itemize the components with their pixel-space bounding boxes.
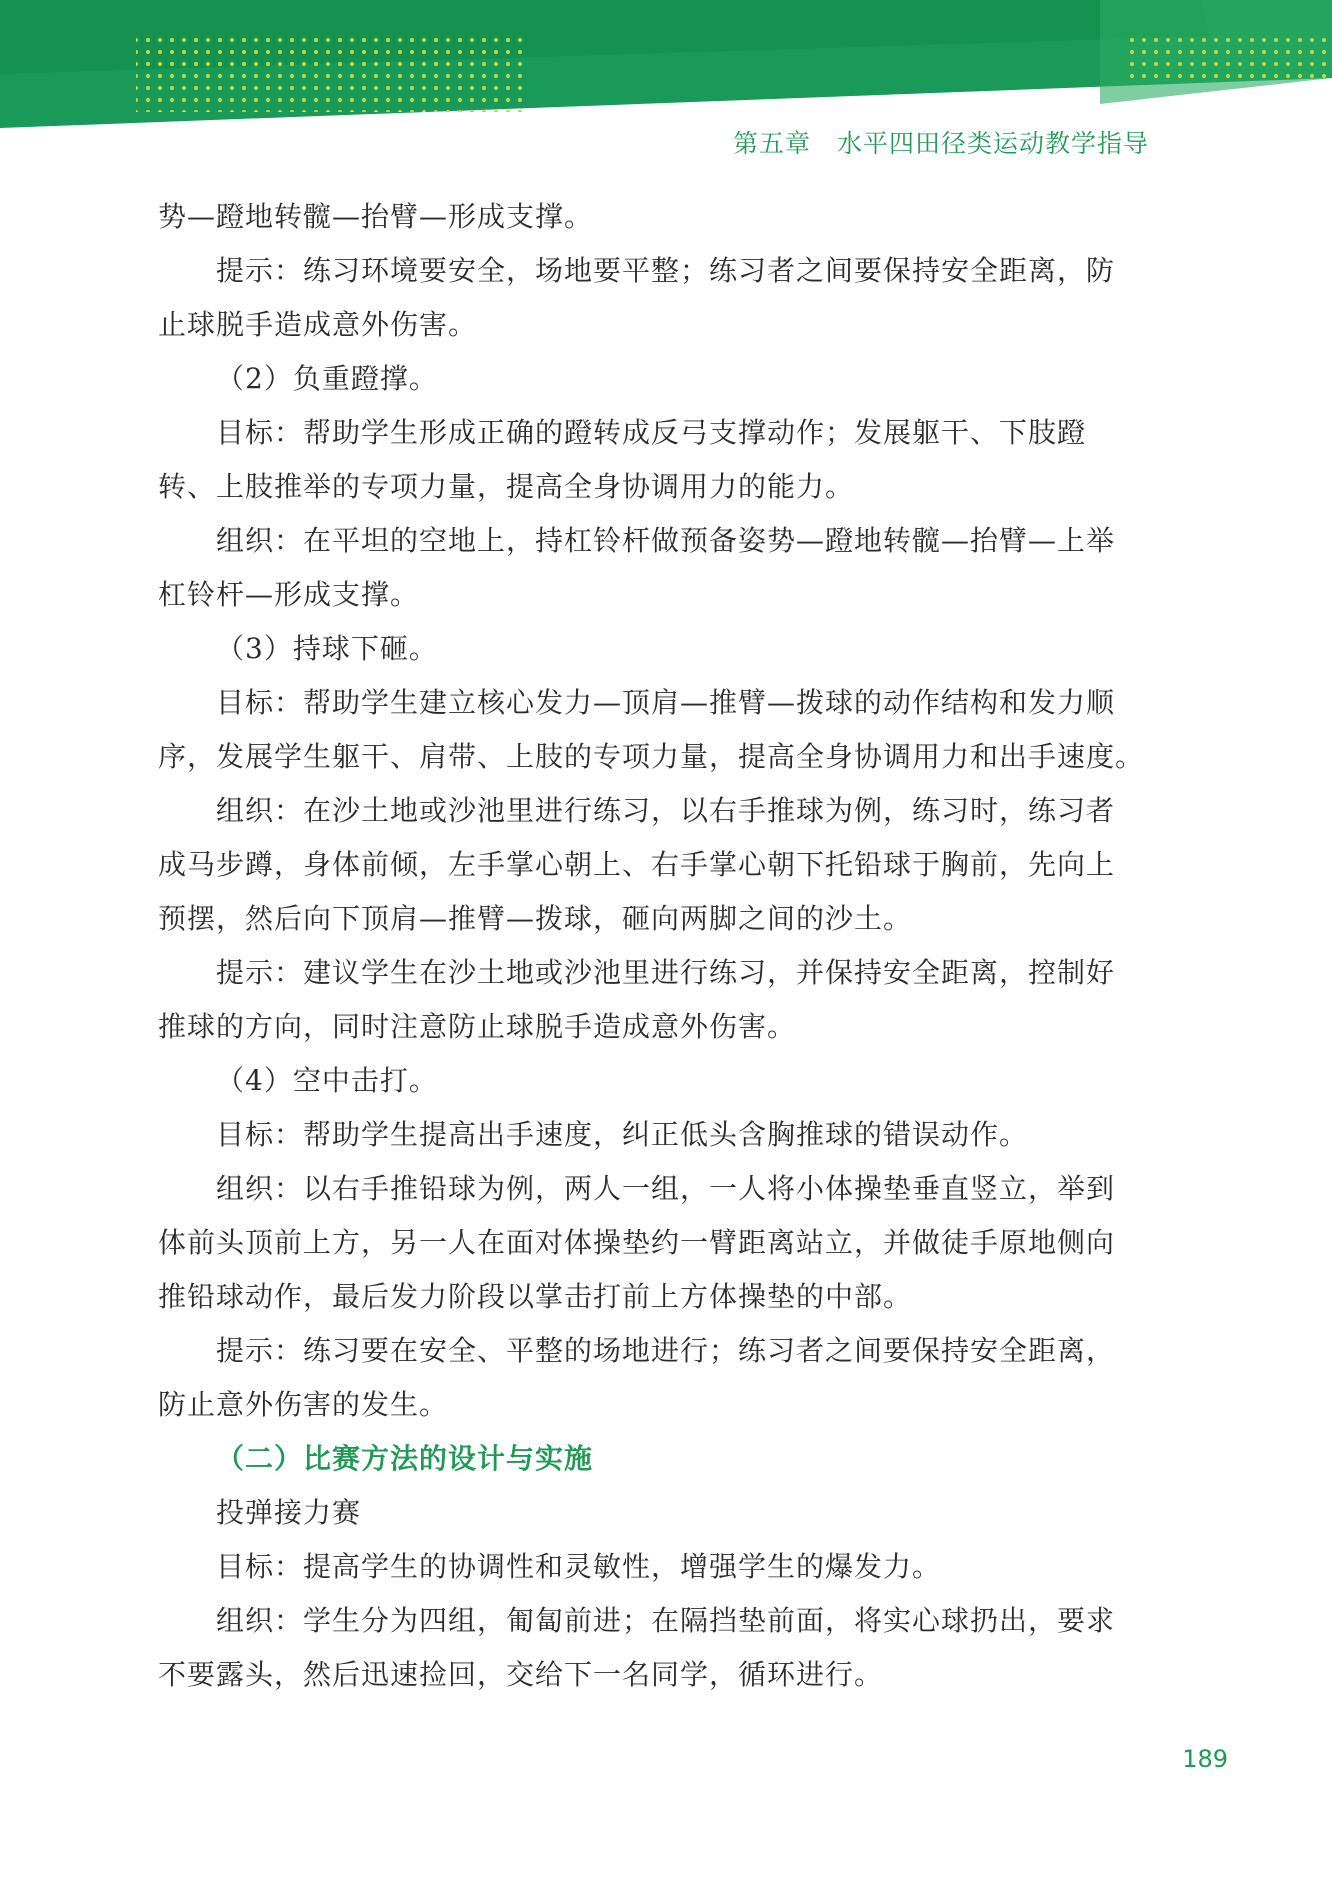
dot-pattern-left (136, 30, 530, 112)
text-line: 目标：帮助学生提高出手速度，纠正低头含胸推球的错误动作。 (216, 1118, 1029, 1151)
text-line: 提示：建议学生在沙土地或沙池里进行练习，并保持安全距离，控制好 (216, 956, 1116, 989)
text-line: 组织：在沙土地或沙池里进行练习，以右手推球为例，练习时，练习者 (216, 794, 1116, 827)
text-line: （3）持球下砸。 (216, 632, 438, 665)
page-number: 189 (1182, 1745, 1228, 1773)
text-line: 成马步蹲，身体前倾，左手掌心朝上、右手掌心朝下托铅球于胸前，先向上 (158, 848, 1116, 881)
text-line: 组织：学生分为四组，匍匐前进；在隔挡垫前面，将实心球扔出，要求 (216, 1604, 1116, 1637)
body-text (158, 190, 1174, 1702)
banner-graphic (0, 0, 1332, 132)
chapter-title: 第五章 水平四田径类运动教学指导 (732, 129, 1149, 158)
text-line: 预摆，然后向下顶肩—推臂—拨球，砸向两脚之间的沙土。 (158, 902, 913, 935)
text-line: 目标：提高学生的协调性和灵敏性，增强学生的爆发力。 (216, 1550, 942, 1583)
text-line: 转、上肢推举的专项力量，提高全身协调用力的能力。 (158, 470, 855, 503)
text-line: 提示：练习要在安全、平整的场地进行；练习者之间要保持安全距离， (216, 1334, 1116, 1367)
text-line: 防止意外伤害的发生。 (158, 1388, 449, 1421)
text-line: 目标：帮助学生建立核心发力—顶肩—推臂—拨球的动作结构和发力顺 (216, 686, 1116, 719)
subsection-title: 投弹接力赛 (216, 1496, 362, 1529)
text-line: 推铅球动作，最后发力阶段以掌击打前上方体操垫的中部。 (158, 1280, 913, 1313)
text-line: 提示：练习环境要安全，场地要平整；练习者之间要保持安全距离，防 (216, 254, 1116, 287)
text-line: （2）负重蹬撑。 (216, 362, 438, 395)
dot-pattern-right (1130, 34, 1326, 82)
header-banner (0, 0, 1332, 132)
text-line: 不要露头，然后迅速捡回，交给下一名同学，循环进行。 (158, 1658, 884, 1691)
text-line: 止球脱手造成意外伤害。 (158, 308, 478, 341)
text-line: 体前头顶前上方，另一人在面对体操垫约一臂距离站立，并做徒手原地侧向 (158, 1226, 1116, 1259)
section-heading: （二）比赛方法的设计与实施 (216, 1442, 594, 1475)
text-line: 组织：在平坦的空地上，持杠铃杆做预备姿势—蹬地转髋—抬臂—上举 (216, 524, 1116, 557)
text-line: 推球的方向，同时注意防止球脱手造成意外伤害。 (158, 1010, 797, 1043)
text-line: 序，发展学生躯干、肩带、上肢的专项力量，提高全身协调用力和出手速度。 (158, 740, 1145, 773)
text-line: 势—蹬地转髋—抬臂—形成支撑。 (158, 200, 594, 233)
text-line: 目标：帮助学生形成正确的蹬转成反弓支撑动作；发展躯干、下肢蹬 (216, 416, 1087, 449)
text-line: （4）空中击打。 (216, 1064, 438, 1097)
text-line: 组织：以右手推铅球为例，两人一组，一人将小体操垫垂直竖立，举到 (216, 1172, 1116, 1205)
text-line: 杠铃杆—形成支撑。 (158, 578, 420, 611)
